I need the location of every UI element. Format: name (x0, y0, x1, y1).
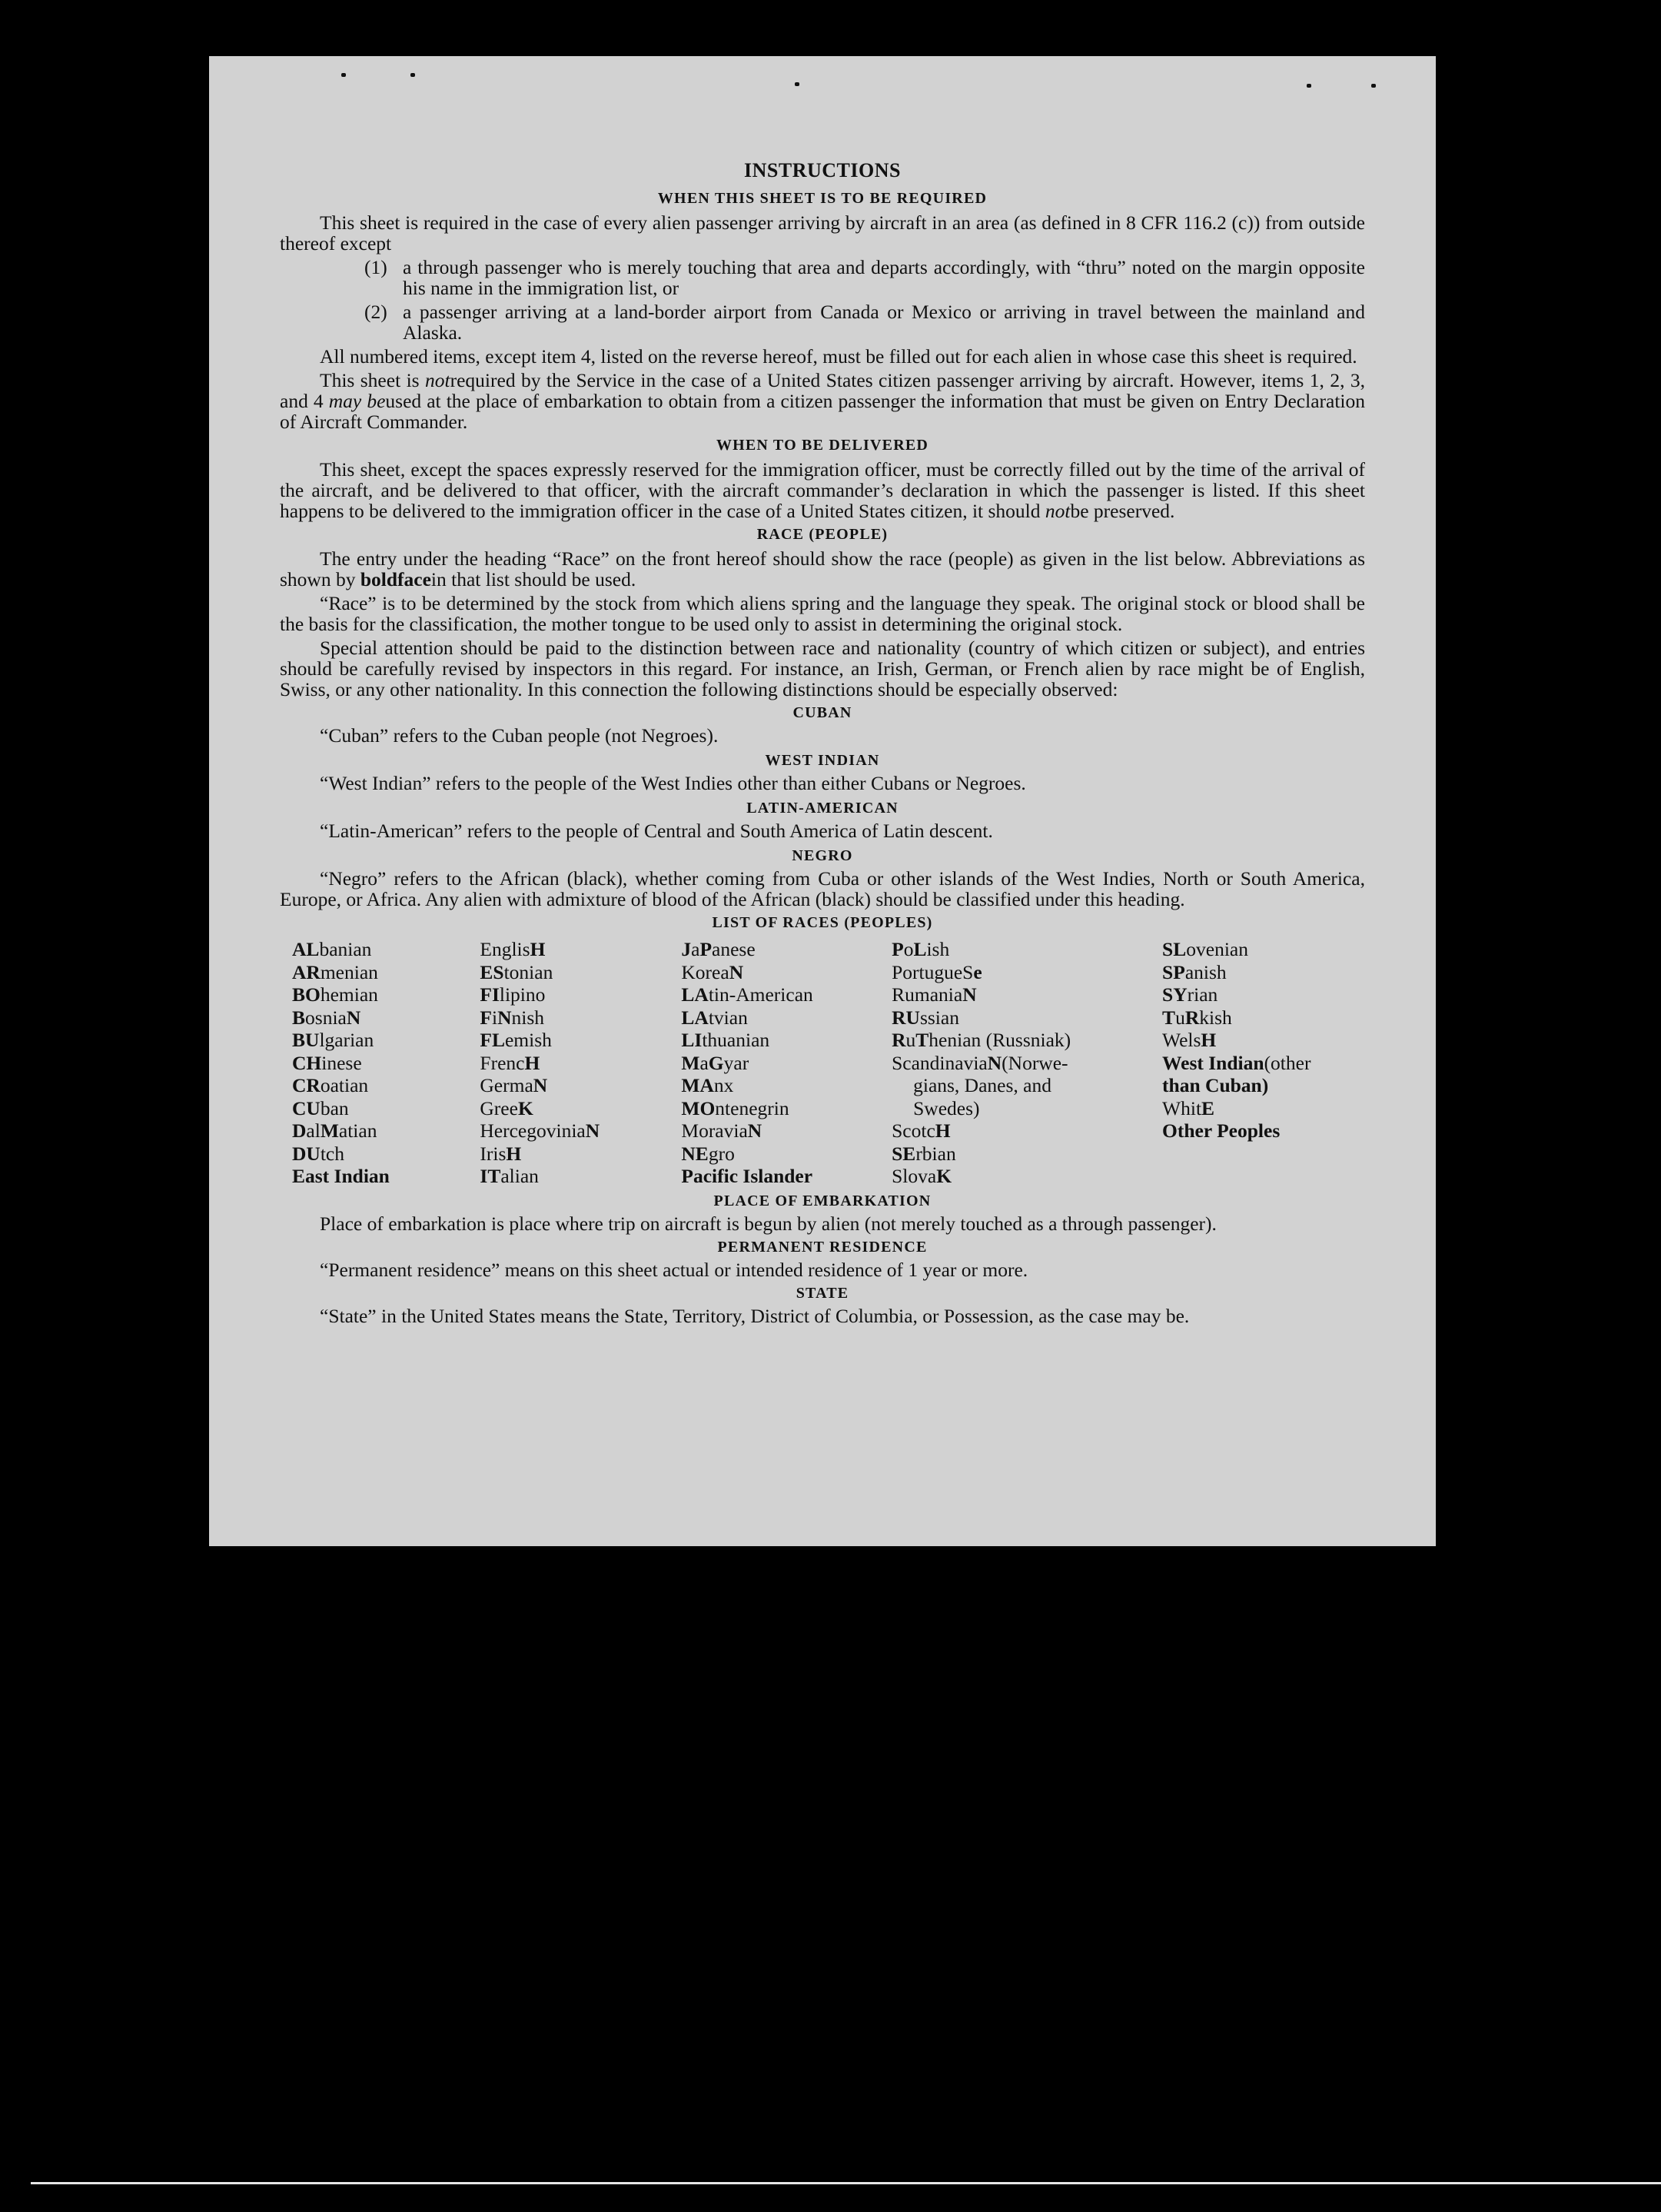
text-latin-american: “Latin-American” refers to the people of Central and South America of Latin descent. (320, 820, 993, 842)
races-column (1162, 938, 1365, 1188)
race-entry: BOhemian (292, 983, 378, 1006)
race-entry: PortugueSe (892, 960, 982, 983)
race-entry: ITalian (480, 1165, 539, 1187)
race-entry: SErbian (892, 1142, 956, 1165)
races-column (292, 938, 480, 1188)
race-entry: RumaniaN (892, 983, 977, 1006)
race-entry: SYrian (1162, 983, 1218, 1006)
heading-west-indian: WEST INDIAN (765, 752, 880, 769)
item-number: (1) (364, 256, 387, 278)
scan-edge-line (31, 2182, 1661, 2184)
paragraph-race-nationality: Special attention should be paid to the distinction between race and nationality (country of which citizen or subject), and entries should be carefully revised by inspectors in this regard. For instance, an Irish, German, or French alien by race might be of English, Swiss, or any other nationality. In this connection the following distinctions should be especially observed: (280, 637, 1365, 700)
exception-item-2 (364, 301, 1365, 343)
heading-list-of-races: LIST OF RACES (PEOPLES) (712, 914, 933, 931)
page-title: INSTRUCTIONS (744, 159, 901, 181)
race-entry: RUssian (892, 1006, 959, 1029)
paragraph-delivered: This sheet, except the spaces expressly reserved for the immigration officer, must be correctly filled out by the time of the arrival of the aircraft, and be delivered to that officer, with the aircraft commander’s declaration in which the passenger is listed. If this sheet happens to be delivered to the immigration officer in the case of a United States citizen, it should notbe preserved. (280, 458, 1365, 522)
text-west-indian: “West Indian” refers to the people of the West Indies other than either Cubans or Negroes. (320, 772, 1026, 794)
item-text: a through passenger who is merely touching that area and departs accordingly, with “thru” noted on the margin opposite his name in the immigration list, or (403, 256, 1365, 299)
races-column (892, 938, 1162, 1188)
text-state: “State” in the United States means the State, Territory, District of Columbia, or Possession, as the case may be. (320, 1304, 1190, 1327)
race-entry: WelsH (1162, 1029, 1217, 1051)
section-heading-delivered: WHEN TO BE DELIVERED (716, 437, 929, 454)
race-entry: TuRkish (1162, 1006, 1232, 1029)
heading-embarkation: PLACE OF EMBARKATION (713, 1192, 932, 1209)
section-heading-required: WHEN THIS SHEET IS TO BE REQUIRED (657, 190, 988, 207)
heading-cuban: CUBAN (792, 704, 852, 721)
paragraph-race-stock: “Race” is to be determined by the stock from which aliens spring and the language they speak. The original stock or blood shall be the basis for the classification, the mother tongue to be used only to assist in determining the original stock. (280, 592, 1365, 635)
race-entry: NEgro (681, 1142, 735, 1165)
race-entry: CHinese (292, 1051, 362, 1074)
heading-permanent-residence: PERMANENT RESIDENCE (717, 1238, 928, 1256)
race-entry: WhitE (1162, 1096, 1215, 1119)
race-entry: SPanish (1162, 960, 1227, 983)
exception-item-1 (364, 257, 1365, 298)
race-entry: Other Peoples (1162, 1119, 1281, 1142)
race-entry: MaGyar (681, 1051, 749, 1074)
race-entry: GermaN (480, 1074, 548, 1096)
instruction-sheet (209, 56, 1436, 1546)
race-entry: ALbanian (292, 938, 372, 960)
race-entry: JaPanese (681, 938, 756, 960)
paragraph-numbered-items: All numbered items, except item 4, listed on the reverse hereof, must be filled out for each alien in whose case this sheet is required. (320, 345, 1357, 368)
race-entry: MOntenegrin (681, 1096, 789, 1119)
race-entry: FLemish (480, 1029, 552, 1051)
race-entry: MAnx (681, 1074, 734, 1096)
paragraph-required: This sheet is required in the case of every alien passenger arriving by aircraft in an area (as defined in 8 CFR 116.2 (c)) from outside thereof except (280, 211, 1365, 254)
race-entry: SlovaK (892, 1165, 952, 1187)
heading-latin-american: LATIN-AMERICAN (746, 800, 899, 817)
race-entry: HercegoviniaN (480, 1119, 600, 1142)
race-entry: SLovenian (1162, 938, 1248, 960)
race-entry: Swedes) (913, 1096, 980, 1119)
text-cuban: “Cuban” refers to the Cuban people (not Negroes). (320, 724, 719, 747)
race-entry: EStonian (480, 960, 553, 983)
race-entry: RuThenian (Russniak) (892, 1029, 1071, 1051)
race-entry: LAtvian (681, 1006, 748, 1029)
race-entry: GreeK (480, 1096, 533, 1119)
text-embarkation: Place of embarkation is place where trip on aircraft is begun by alien (not merely touched as a through passenger). (320, 1212, 1217, 1235)
race-entry: EnglisH (480, 938, 546, 960)
race-entry: IrisH (480, 1142, 522, 1165)
race-entry: BosniaN (292, 1006, 361, 1029)
item-text: a passenger arriving at a land-border airport from Canada or Mexico or arriving in travel between the mainland and Alaska. (403, 301, 1365, 344)
item-number: (2) (364, 301, 387, 323)
race-entry: ARmenian (292, 960, 378, 983)
race-entry: ScandinaviaN(Norwe- (892, 1051, 1068, 1074)
race-entry: LIthuanian (681, 1029, 770, 1051)
race-entry: West Indian(other (1162, 1051, 1311, 1074)
races-column (480, 938, 681, 1188)
race-entry: East Indian (292, 1165, 390, 1187)
race-entry: KoreaN (681, 960, 744, 983)
race-entry: DUtch (292, 1142, 344, 1165)
section-heading-race: RACE (PEOPLE) (756, 526, 889, 543)
race-entry: Pacific Islander (681, 1165, 813, 1187)
race-entry: BUlgarian (292, 1029, 374, 1051)
race-entry: LAtin-American (681, 983, 813, 1006)
race-entry: CUban (292, 1096, 349, 1119)
text-negro: “Negro” refers to the African (black), whether coming from Cuba or other islands of the West Indies, North or South America, Europe, or Africa. Any alien with admixture of blood of the African (black) should be classified under this heading. (280, 867, 1365, 910)
races-column (681, 938, 892, 1188)
race-entry: ScotcH (892, 1119, 951, 1142)
race-entry: DalMatian (292, 1119, 377, 1142)
paragraph-citizen: This sheet is notrequired by the Service in the case of a United States citizen passenger arriving by aircraft. However, items 1, 2, 3, and 4 may beused at the place of embarkation to obtain from a citizen passenger the information that must be given on Entry Declaration of Aircraft Commander. (280, 369, 1365, 433)
race-entry: gians, Danes, and (913, 1074, 1051, 1096)
race-entry: FIlipino (480, 983, 546, 1006)
races-list (292, 938, 1365, 1188)
race-entry: FiNnish (480, 1006, 544, 1029)
heading-state: STATE (796, 1284, 849, 1302)
race-entry: FrencH (480, 1051, 540, 1074)
race-entry: PoLish (892, 938, 950, 960)
paragraph-race-entry: The entry under the heading “Race” on the front hereof should show the race (people) as given in the list below. Abbreviations as shown by boldfacein that list should be used. (280, 547, 1365, 590)
race-entry: CRoatian (292, 1074, 369, 1096)
text-permanent-residence: “Permanent residence” means on this sheet actual or intended residence of 1 year or more. (320, 1258, 1028, 1281)
race-entry: MoraviaN (681, 1119, 762, 1142)
heading-negro: NEGRO (792, 847, 853, 864)
race-entry: than Cuban) (1162, 1074, 1269, 1096)
